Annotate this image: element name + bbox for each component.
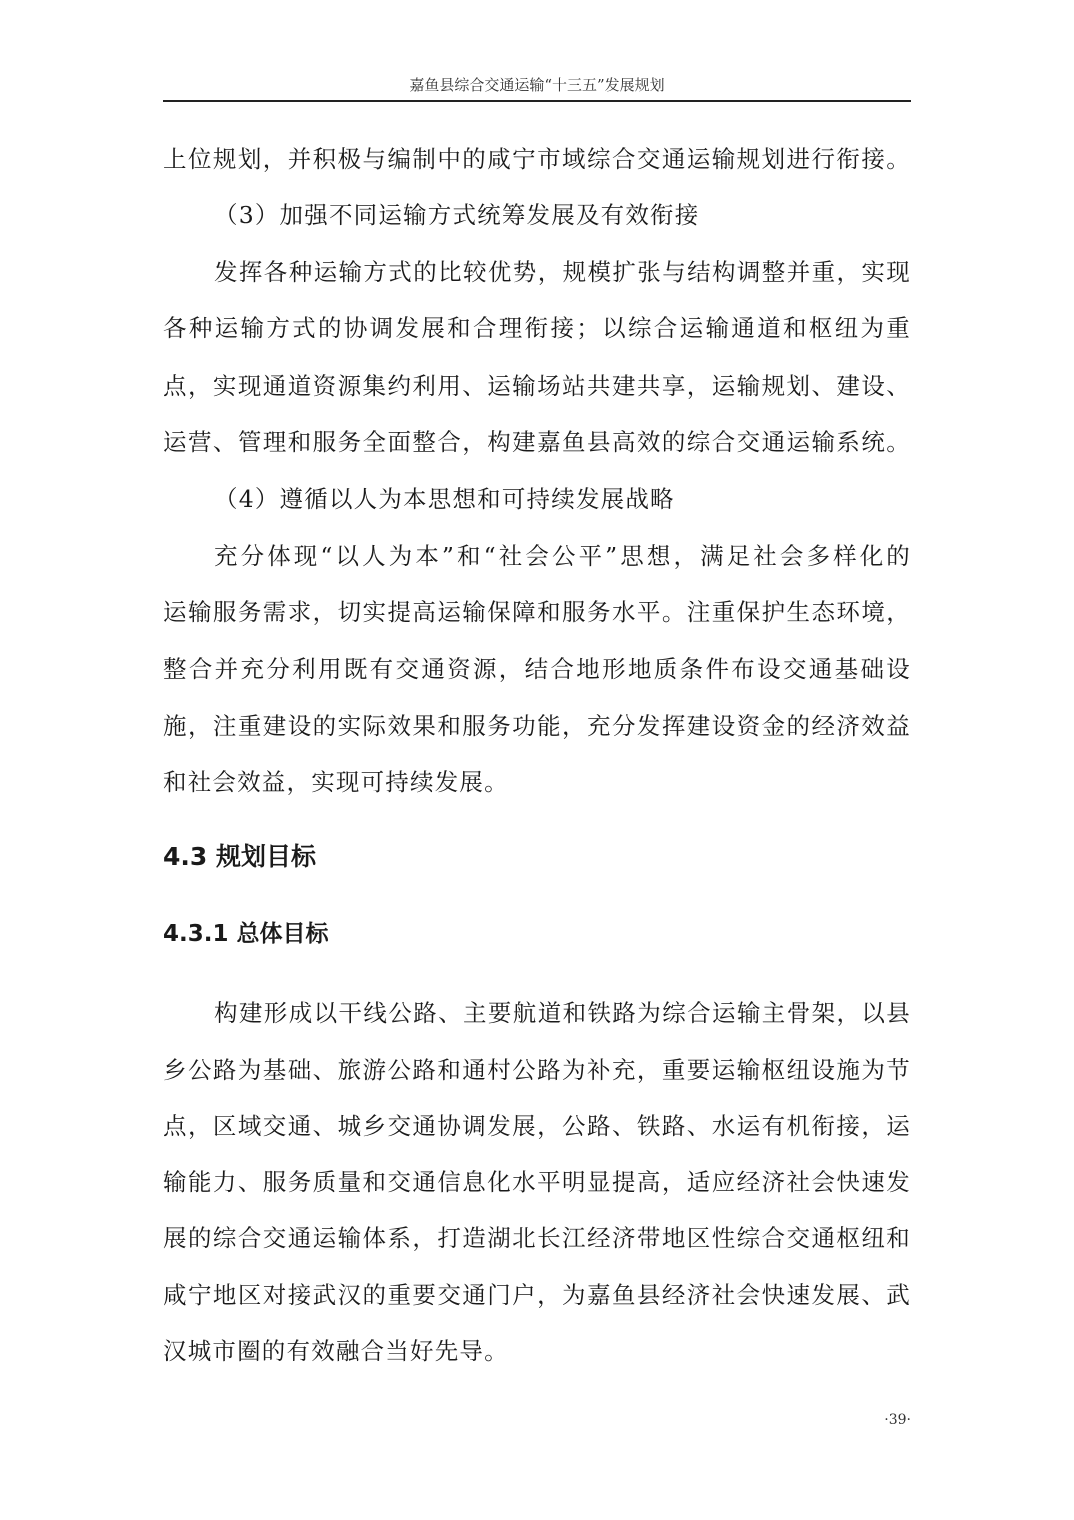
item-heading-3: （3）加强不同运输方式统筹发展及有效衔接 <box>214 201 700 229</box>
page-header: 嘉鱼县综合交通运输“十三五”发展规划 <box>163 70 911 102</box>
paragraph-line: 汉城市圈的有效融合当好先导。 <box>163 1337 509 1365</box>
page-number: ·39· <box>884 1412 911 1428</box>
paragraph-line: 上位规划，并积极与编制中的咸宁市域综合交通运输规划进行衔接。 <box>163 145 911 173</box>
section-heading: 4.3 规划目标 <box>163 842 316 871</box>
paragraph-line: 发挥各种运输方式的比较优势，规模扩张与结构调整并重，实现 <box>214 258 911 286</box>
paragraph-line: 展的综合交通运输体系，打造湖北长江经济带地区性综合交通枢纽和 <box>163 1224 911 1252</box>
paragraph-line: 充分体现“以人为本”和“社会公平”思想，满足社会多样化的 <box>214 542 911 570</box>
subsection-heading: 4.3.1 总体目标 <box>163 921 329 947</box>
paragraph-line: 构建形成以干线公路、主要航道和铁路为综合运输主骨架，以县 <box>214 999 911 1027</box>
paragraph-line: 乡公路为基础、旅游公路和通村公路为补充，重要运输枢纽设施为节 <box>163 1056 911 1084</box>
paragraph-line: 整合并充分利用既有交通资源，结合地形地质条件布设交通基础设 <box>163 655 911 683</box>
paragraph-line: 点，区域交通、城乡交通协调发展，公路、铁路、水运有机衔接，运 <box>163 1112 911 1140</box>
paragraph-line: 点，实现通道资源集约利用、运输场站共建共享，运输规划、建设、 <box>163 372 911 400</box>
paragraph-line: 运输服务需求，切实提高运输保障和服务水平。注重保护生态环境， <box>163 598 911 626</box>
paragraph-line: 施，注重建设的实际效果和服务功能，充分发挥建设资金的经济效益 <box>163 712 911 740</box>
paragraph-line: 运营、管理和服务全面整合，构建嘉鱼县高效的综合交通运输系统。 <box>163 428 911 456</box>
paragraph-line: 咸宁地区对接武汉的重要交通门户，为嘉鱼县经济社会快速发展、武 <box>163 1281 911 1309</box>
paragraph-line: 输能力、服务质量和交通信息化水平明显提高，适应经济社会快速发 <box>163 1168 911 1196</box>
paragraph-line: 各种运输方式的协调发展和合理衔接；以综合运输通道和枢纽为重 <box>163 314 911 342</box>
item-heading-4: （4）遵循以人为本思想和可持续发展战略 <box>214 485 675 513</box>
paragraph-line: 和社会效益，实现可持续发展。 <box>163 768 509 796</box>
